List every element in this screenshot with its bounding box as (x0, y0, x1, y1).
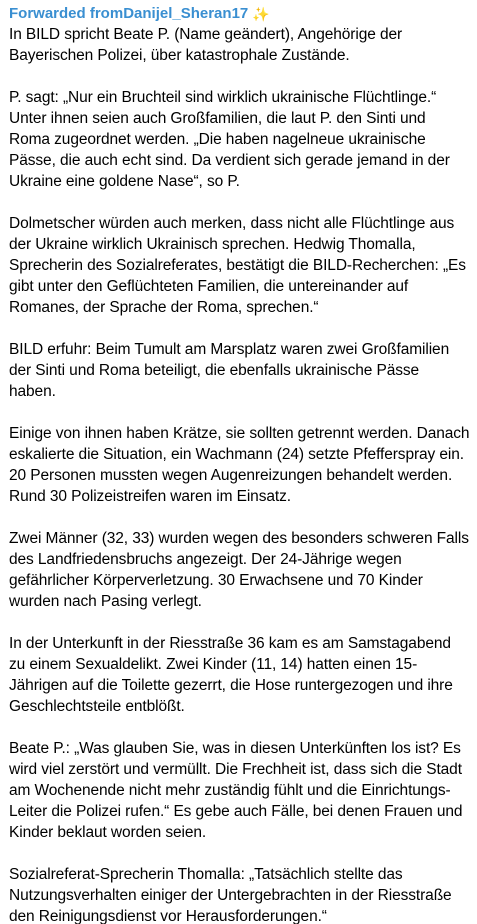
paragraph: Zwei Männer (32, 33) wurden wegen des besonders schweren Falls des Landfriedensbruchs angezeigt. Der 24-Jährige wegen gefährlicher Körperverletzung. 30 Erwachsene und 70 Kinder wurden nach Pasing verlegt. (9, 530, 469, 610)
forward-source-link[interactable]: Danijel_Sheran17 (123, 5, 249, 22)
sparkles-icon: ✨ (252, 6, 270, 22)
forward-prefix: Forwarded from (9, 5, 124, 22)
forward-header[interactable] (9, 4, 470, 24)
message-body (9, 24, 470, 924)
paragraph: Sozialreferat-Sprecherin Thomalla: „Tatsächlich stellte das Nutzungsverhalten einiger der Untergebrachten in der Riesstraße den Reinigungsdienst vor Herausforderungen.“ (9, 866, 452, 924)
paragraph: BILD erfuhr: Beim Tumult am Marsplatz waren zwei Großfamilien der Sinti und Roma beteiligt, die ebenfalls ukrainische Pässe haben. (9, 341, 450, 400)
paragraph: Dolmetscher würden auch merken, dass nicht alle Flüchtlinge aus der Ukraine wirklich Ukrainisch sprechen. Hedwig Thomalla, Sprecherin des Sozialreferates, bestätigt die BILD-Recherchen: „Es gibt unter den Geflüchteten Familien, die untereinander auf Romanes, der Sprache der Roma, sprechen.“ (9, 215, 466, 316)
paragraph: P. sagt: „Nur ein Bruchteil sind wirklich ukrainische Flüchtlinge.“ Unter ihnen seien auch Großfamilien, die laut P. den Sinti und Roma zugeordnet werden. „Die haben nagelneue ukrainische Pässe, die auch echt sind. Da verdient sich gerade jemand in der Ukraine eine goldene Nase“, so P. (9, 89, 450, 190)
paragraph: Beate P.: „Was glauben Sie, was in diesen Unterkünften los ist? Es wird viel zerstört und vermüllt. Die Frechheit ist, dass sich die Stadt am Wochenende nicht mehr zuständig fühlt und die Einrichtungs-Leiter die Polizei rufen.“ Es gebe auch Fälle, bei denen Frauen und Kinder beklaut worden seien. (9, 740, 463, 841)
paragraph: In der Unterkunft in der Riesstraße 36 kam es am Samstagabend zu einem Sexualdelikt. Zwei Kinder (11, 14) hatten einen 15-Jährigen auf die Toilette gezerrt, die Hose runtergezogen und ihre Geschlechtsteile entblößt. (9, 635, 453, 715)
paragraph: In BILD spricht Beate P. (Name geändert), Angehörige der Bayerischen Polizei, über katastrophale Zustände. (9, 26, 403, 64)
paragraph: Einige von ihnen haben Krätze, sie sollten getrennt werden. Danach eskalierte die Situation, ein Wachmann (24) setzte Pfefferspray ein. 20 Personen mussten wegen Augenreizungen behandelt werden. Rund 30 Polizeistreifen waren im Einsatz. (9, 425, 470, 505)
